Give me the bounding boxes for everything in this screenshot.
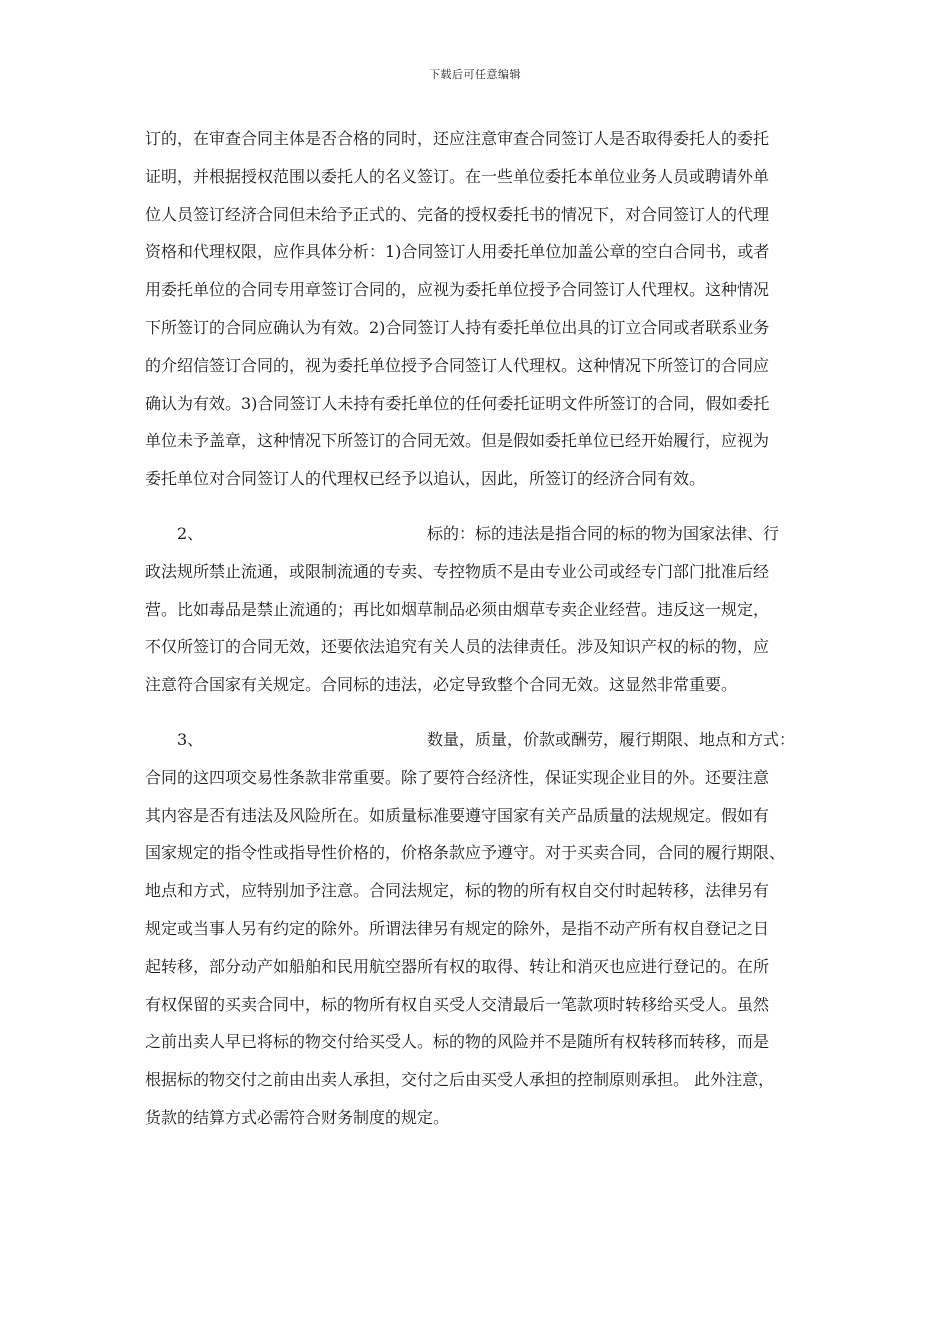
- text-line: 国家规定的指令性或指导性价格的，价格条款应予遵守。对于买卖合同，合同的履行期限、: [145, 843, 786, 863]
- paragraph-1: [145, 120, 805, 498]
- text-line: 营。比如毒品是禁止流通的；再比如烟草制品必须由烟草专卖企业经营。违反这一规定，: [145, 599, 770, 619]
- paragraph-spacer: [145, 498, 805, 515]
- section-first-line: 标的：标的违法是指合同的标的物为国家法律、行: [427, 523, 780, 543]
- text-line: 用委托单位的合同专用章签订合同的，应视为委托单位授予合同签订人代理权。这种情况: [145, 280, 770, 300]
- text-line: 不仅所签订的合同无效，还要依法追究有关人员的法律责任。涉及知识产权的标的物，应: [145, 637, 770, 657]
- text-line: 资格和代理权限，应作具体分析：1)合同签订人用委托单位加盖公章的空白合同书，或者: [145, 242, 770, 262]
- text-line: 合同的这四项交易性条款非常重要。除了要符合经济性，保证实现企业目的外。还要注意: [145, 767, 770, 787]
- text-line: 之前出卖人早已将标的物交付给买受人。标的物的风险并不是随所有权转移而转移，而是: [145, 1032, 770, 1052]
- text-line: 确认为有效。3)合同签订人未持有委托单位的任何委托证明文件所签订的合同，假如委托: [145, 393, 770, 413]
- text-line: 的介绍信签订合同的，视为委托单位授予合同签订人代理权。这种情况下所签订的合同应: [145, 355, 770, 375]
- text-line: 位人员签订经济合同但未给予正式的、完备的授权委托书的情况下，对合同签订人的代理: [145, 204, 770, 224]
- section-heading-line: [145, 515, 805, 553]
- text-line: 下所签订的合同应确认为有效。2)合同签订人持有委托单位出具的订立合同或者联系业务: [145, 317, 770, 337]
- text-line: 根据标的物交付之前由出卖人承担，交付之后由买受人承担的控制原则承担。 此外注意，: [145, 1070, 775, 1090]
- text-line: 注意符合国家有关规定。合同标的违法，必定导致整个合同无效。这显然非常重要。: [145, 675, 738, 695]
- section-heading-line: [145, 721, 805, 759]
- text-line: 其内容是否有违法及风险所在。如质量标准要遵守国家有关产品质量的法规规定。假如有: [145, 805, 770, 825]
- document-body: [145, 120, 805, 1137]
- text-line: 地点和方式，应特别加予注意。合同法规定，标的物的所有权自交付时起转移，法律另有: [145, 881, 770, 901]
- section-first-line: 数量，质量，价款或酬劳，履行期限、地点和方式：: [427, 729, 796, 749]
- text-line: 货款的结算方式必需符合财务制度的规定。: [145, 1107, 450, 1127]
- text-line: 起转移，部分动产如船舶和民用航空器所有权的取得、转让和消灭也应进行登记的。在所: [145, 956, 770, 976]
- text-line: 政法规所禁止流通，或限制流通的专卖、专控物质不是由专业公司或经专门部门批准后经: [145, 561, 770, 581]
- paragraph-spacer: [145, 704, 805, 721]
- text-line: 有权保留的买卖合同中，标的物所有权自买受人交清最后一笔款项时转移给买受人。虽然: [145, 994, 770, 1014]
- text-line: 单位未予盖章，这种情况下所签订的合同无效。但是假如委托单位已经开始履行，应视为: [145, 431, 770, 451]
- text-line: 规定或当事人另有约定的除外。所谓法律另有规定的除外，是指不动产所有权自登记之日: [145, 918, 770, 938]
- paragraph-2: [145, 515, 805, 704]
- text-line: 订的，在审查合同主体是否合格的同时，还应注意审查合同签订人是否取得委托人的委托: [145, 129, 770, 148]
- text-line: 委托单位对合同签订人的代理权已经予以追认，因此，所签订的经济合同有效。: [145, 469, 706, 489]
- page-header: 下载后可任意编辑: [429, 68, 521, 81]
- text-line: 证明，并根据授权范围以委托人的名义签订。在一些单位委托本单位业务人员或聘请外单: [145, 166, 770, 186]
- section-number: 3、: [177, 729, 204, 749]
- paragraph-3: [145, 721, 805, 1137]
- section-number: 2、: [177, 523, 204, 543]
